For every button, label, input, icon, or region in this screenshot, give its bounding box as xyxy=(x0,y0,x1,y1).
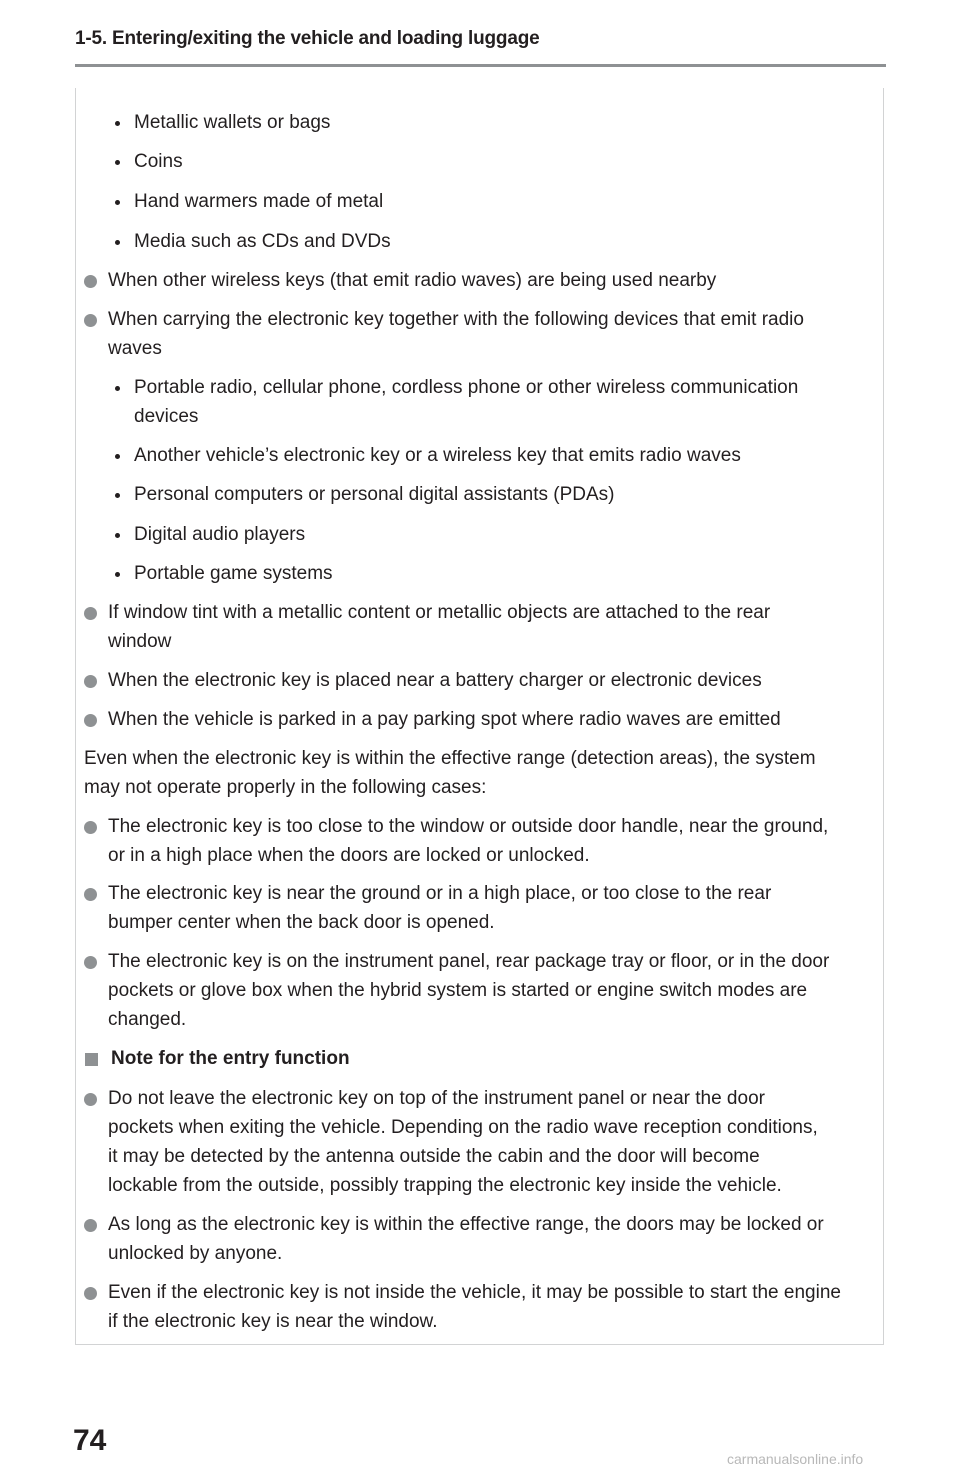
list-item-line: waves xyxy=(108,338,162,359)
bullet-circle-icon xyxy=(84,888,97,901)
bullet-circle-icon xyxy=(84,314,97,327)
list-item-line: Personal computers or personal digital assistants (PDAs) xyxy=(134,484,615,505)
list-item-line: it may be detected by the antenna outside the cabin and the door will become xyxy=(108,1146,760,1167)
bullet-circle-icon xyxy=(84,714,97,727)
bullet-dot-icon xyxy=(115,160,120,165)
list-item-line: When the vehicle is parked in a pay parking spot where radio waves are emitted xyxy=(108,709,781,730)
bullet-dot-icon xyxy=(115,240,120,245)
list-item-line: Another vehicle’s electronic key or a wireless key that emits radio waves xyxy=(134,445,741,466)
paragraph-line: may not operate properly in the following cases: xyxy=(84,777,487,798)
bullet-circle-icon xyxy=(84,1287,97,1300)
list-item-line: Even if the electronic key is not inside the vehicle, it may be possible to start the engine xyxy=(108,1282,841,1303)
list-item-line: Digital audio players xyxy=(134,524,306,545)
list-item-line: pockets when exiting the vehicle. Depending on the radio wave reception conditions, xyxy=(108,1117,818,1138)
page-number: 74 xyxy=(73,1424,107,1457)
list-item-line: devices xyxy=(134,406,199,427)
list-item-line: unlocked by anyone. xyxy=(108,1243,283,1264)
section-heading: Note for the entry function xyxy=(111,1048,350,1069)
list-item-line: If window tint with a metallic content or metallic objects are attached to the rear xyxy=(108,602,771,623)
list-item-line: if the electronic key is near the window. xyxy=(108,1311,438,1332)
bullet-dot-icon xyxy=(115,572,120,577)
list-item-line: window xyxy=(108,631,172,652)
bullet-circle-icon xyxy=(84,1093,97,1106)
bullet-circle-icon xyxy=(84,607,97,620)
bullet-dot-icon xyxy=(115,533,120,538)
list-item-line: Coins xyxy=(134,151,183,172)
list-item-line: When other wireless keys (that emit radio waves) are being used nearby xyxy=(108,270,717,291)
header-rule xyxy=(75,64,886,67)
paragraph-line: Even when the electronic key is within the effective range (detection areas), the system xyxy=(84,748,816,769)
bullet-circle-icon xyxy=(84,821,97,834)
bullet-circle-icon xyxy=(84,275,97,288)
bullet-dot-icon xyxy=(115,493,120,498)
bullet-dot-icon xyxy=(115,386,120,391)
list-item-line: When the electronic key is placed near a battery charger or electronic devices xyxy=(108,670,762,691)
list-item-line: lockable from the outside, possibly trapping the electronic key inside the vehicle. xyxy=(108,1175,782,1196)
list-item-line: bumper center when the back door is opened. xyxy=(108,912,495,933)
bullet-circle-icon xyxy=(84,1219,97,1232)
bullet-dot-icon xyxy=(115,454,120,459)
list-item-line: pockets or glove box when the hybrid system is started or engine switch modes are xyxy=(108,980,808,1001)
page-header-title: 1-5. Entering/exiting the vehicle and loading luggage xyxy=(75,28,540,49)
list-item-line: Hand warmers made of metal xyxy=(134,191,384,212)
list-item-line: changed. xyxy=(108,1009,187,1030)
list-item-line: Metallic wallets or bags xyxy=(134,112,331,133)
list-item-line: Portable radio, cellular phone, cordless phone or other wireless communication xyxy=(134,377,799,398)
bullet-circle-icon xyxy=(84,675,97,688)
list-item-line: The electronic key is too close to the window or outside door handle, near the ground, xyxy=(108,816,829,837)
list-item-line: As long as the electronic key is within the effective range, the doors may be locked or xyxy=(108,1214,824,1235)
list-item-line: or in a high place when the doors are locked or unlocked. xyxy=(108,845,590,866)
list-item-line: When carrying the electronic key together with the following devices that emit radio xyxy=(108,309,804,330)
list-item-line: Media such as CDs and DVDs xyxy=(134,231,391,252)
list-item-line: The electronic key is on the instrument panel, rear package tray or floor, or in the door xyxy=(108,951,830,972)
list-item-line: The electronic key is near the ground or in a high place, or too close to the rear xyxy=(108,883,772,904)
bullet-dot-icon xyxy=(115,121,120,126)
heading-square-icon xyxy=(85,1053,98,1066)
watermark: carmanualsonline.info xyxy=(727,1451,864,1467)
list-item-line: Do not leave the electronic key on top of the instrument panel or near the door xyxy=(108,1088,765,1109)
bullet-circle-icon xyxy=(84,956,97,969)
bullet-dot-icon xyxy=(115,200,120,205)
list-item-line: Portable game systems xyxy=(134,563,333,584)
